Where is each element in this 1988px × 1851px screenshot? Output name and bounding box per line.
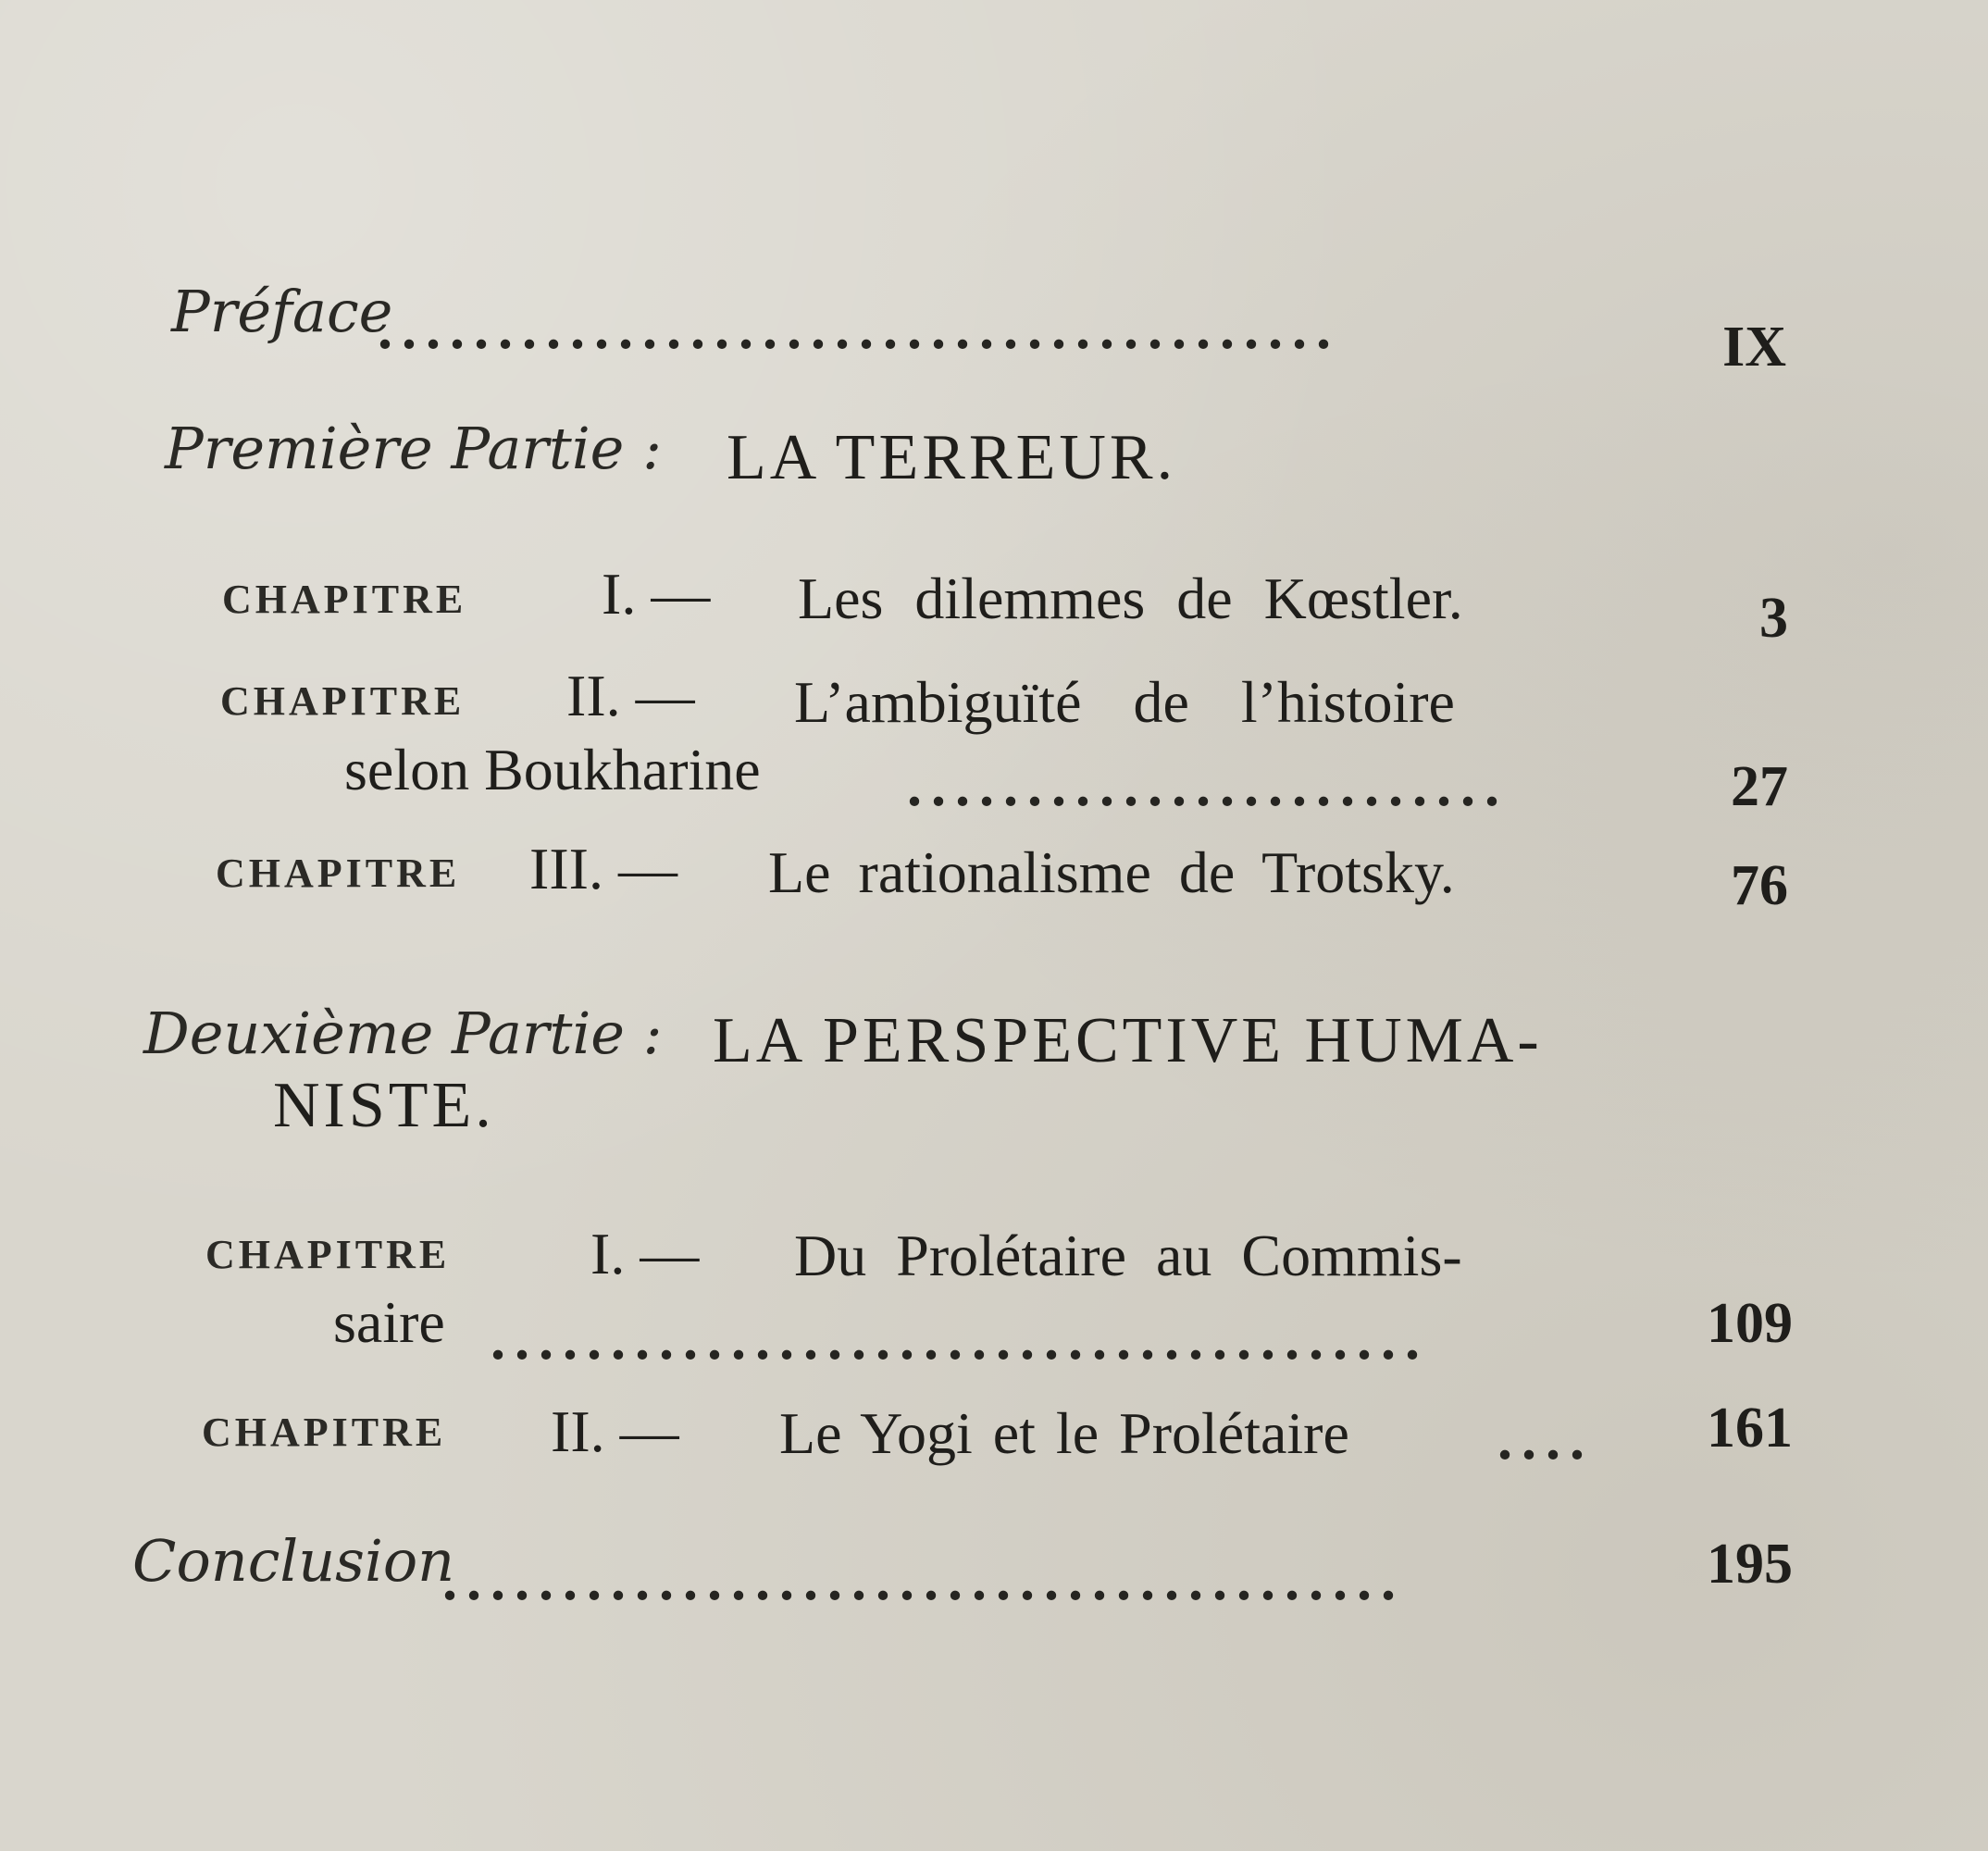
part2-chapter1-leader-dots: .......................................	[491, 1306, 1429, 1372]
part2-chapter1-page: 109	[1707, 1292, 1793, 1355]
part1-chapter3-label: CHAPITRE	[216, 851, 461, 896]
preface-leader-dots: ........................................	[378, 295, 1340, 361]
part1-chapter1-number: I. —	[602, 561, 711, 627]
part1-chapter2-page: 27	[1731, 755, 1788, 818]
conclusion-leader-dots: ........................................	[442, 1547, 1405, 1612]
conclusion-page-number: 195	[1707, 1533, 1793, 1596]
part2-chapter1-number: I. —	[590, 1221, 700, 1286]
part2-chapter1-title-line2: saire	[333, 1289, 445, 1355]
part2-chapter2-number: II. —	[551, 1398, 679, 1464]
part1-label: Première Partie :	[165, 415, 662, 482]
part2-label: Deuxième Partie :	[143, 1000, 663, 1067]
part1-chapter1-label: CHAPITRE	[222, 577, 467, 622]
part2-chapter1-label: CHAPITRE	[205, 1232, 451, 1277]
part1-chapter3-number: III. —	[529, 836, 677, 901]
part2-chapter1-title-line1: Du Prolétaire au Commis-	[794, 1223, 1462, 1288]
part1-title: LA TERREUR.	[727, 422, 1177, 493]
part1-chapter2-number: II. —	[566, 663, 695, 728]
part1-chapter3-page: 76	[1731, 854, 1788, 917]
preface-label: Préface	[171, 278, 393, 345]
part1-chapter1-page: 3	[1759, 587, 1788, 650]
part2-title-line2: NISTE.	[273, 1070, 495, 1141]
part1-chapter1-title: Les dilemmes de Kœstler.	[798, 565, 1463, 631]
part2-chapter2-label: CHAPITRE	[202, 1410, 447, 1455]
part1-chapter3-title: Le rationalisme de Trotsky.	[768, 839, 1455, 905]
part2-title-line1: LA PERSPECTIVE HUMA-	[713, 1005, 1543, 1076]
part2-chapter2-title: Le Yogi et le Prolétaire	[779, 1400, 1349, 1466]
part1-chapter2-leader-dots: .........................	[907, 752, 1509, 818]
part1-chapter2-label: CHAPITRE	[220, 678, 466, 724]
part2-chapter2-leader-dots: ....	[1497, 1406, 1594, 1472]
part2-chapter2-page: 161	[1707, 1397, 1793, 1460]
part1-chapter2-title-line1: L’ambiguïté de l’histoire	[794, 669, 1455, 735]
conclusion-label: Conclusion	[132, 1527, 455, 1595]
preface-page-number: IX	[1722, 316, 1786, 379]
part1-chapter2-title-line2: selon Boukharine	[344, 737, 761, 802]
